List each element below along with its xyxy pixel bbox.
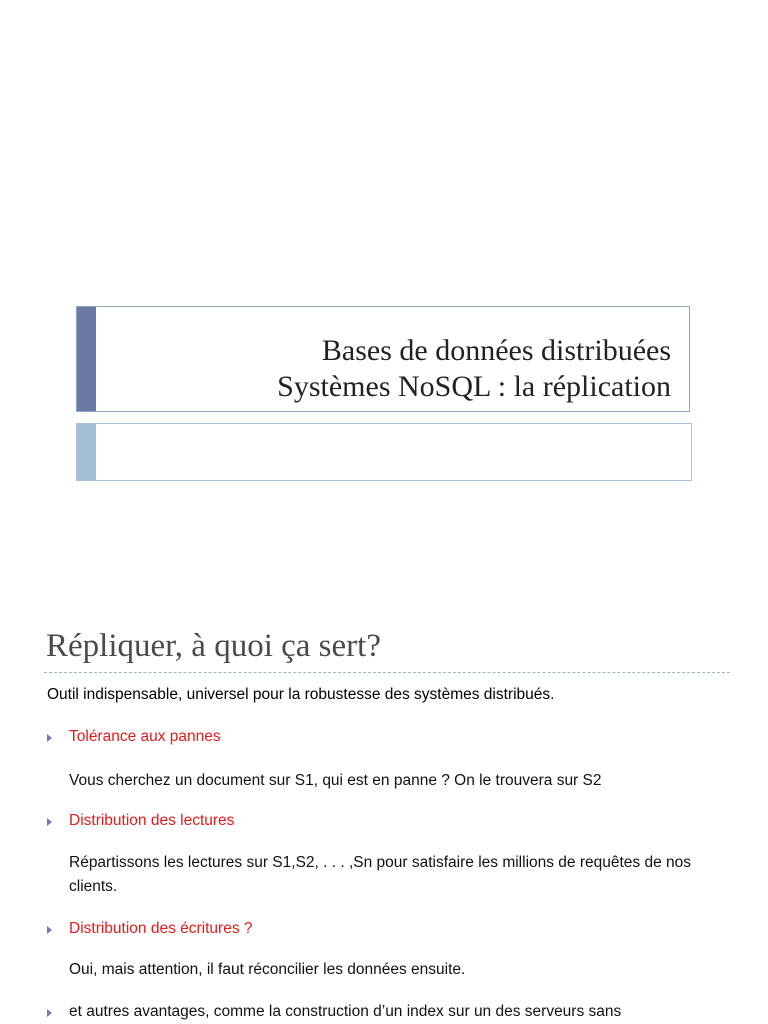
bullet-label: Distribution des écritures ? bbox=[69, 920, 253, 937]
subtitle-accent-bar bbox=[77, 424, 96, 480]
bullet-body-text: Vous cherchez un document sur S1, qui est en panne ? On le trouvera sur S2 bbox=[69, 772, 602, 789]
bullet-label: Distribution des lectures bbox=[69, 812, 235, 829]
subtitle-box bbox=[76, 423, 692, 481]
slide-title-line-2: Systèmes NoSQL : la réplication bbox=[277, 370, 671, 403]
bullet-body-text: Répartissons les lectures sur S1,S2, . . . ,Sn pour satisfaire les millions de requêtes de nos clients. bbox=[69, 854, 692, 895]
bullet-label: Tolérance aux pannes bbox=[69, 728, 221, 745]
intro-text: Outil indispensable, universel pour la robustesse des systèmes distribués. bbox=[47, 686, 555, 703]
title-accent-bar bbox=[77, 307, 96, 411]
triangle-bullet-icon bbox=[47, 734, 52, 742]
heading-divider bbox=[44, 672, 730, 673]
triangle-bullet-icon bbox=[47, 926, 52, 934]
slide-heading: Répliquer, à quoi ça sert? bbox=[46, 628, 381, 664]
bullet-body-text: Oui, mais attention, il faut réconcilier les données ensuite. bbox=[69, 961, 466, 978]
slide-title bbox=[277, 333, 671, 405]
title-box bbox=[76, 306, 690, 412]
slide-title-line-1: Bases de données distribuées bbox=[321, 334, 671, 367]
bullet-label: et autres avantages, comme la construction d’un index sur un des serveurs sans bbox=[69, 1003, 622, 1020]
triangle-bullet-icon bbox=[47, 818, 52, 826]
triangle-bullet-icon bbox=[47, 1009, 52, 1017]
